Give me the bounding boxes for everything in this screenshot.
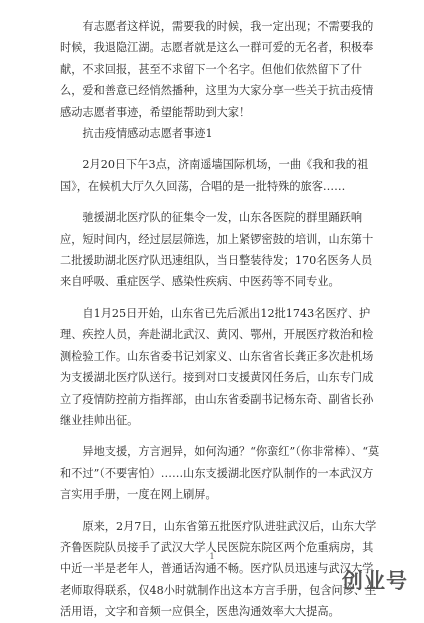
- page-number: 1: [209, 552, 215, 561]
- intro-paragraph: 有志愿者这样说，需要我的时候，我一定出现；不需要我的时候，我退隐江湖。志愿者就是这么一群可爱的无名者，积极奉献，不求回报，甚至不求留下一个名字。但他们依然留下了什么，爱和善意已经悄然播种，这里为大家分享一些关于抗击疫情感动志愿者事迹，希望能帮助到大家！: [60, 20, 374, 119]
- body-paragraph-1: 2月20日下午3点，济南遥墙国际机场，一曲《我和我的祖国》，在候机大厅久久回荡，合唱的是一批特殊的旅客……: [60, 158, 369, 193]
- body-paragraph-4: 异地支援，方言迥异，如何沟通？“你蛮红”（你非常棒）、“莫和不过”（不要害怕）……山东支援湖北医疗队制作的一本武汉方言实用手册，一度在网上刷屏。: [60, 445, 380, 502]
- body-paragraph-2: 驰援湖北医疗队的征集令一发，山东各医院的群里踊跃响应，短时间内，经过层层筛选，加上紧锣密鼓的培训，山东第十二批援助湖北医疗队迅速组队，当日整装待发；170名医务人员来自呼吸、重症医学、感染性疾病、中医药等不同专业。: [60, 211, 374, 289]
- body-paragraph-3: 自1月25日开始，山东省已先后派出12批1743名医疗、护理、疾控人员，奔赴湖北武汉、黄冈、鄂州，开展医疗救治和检测检验工作。山东省委书记刘家义、山东省省长龚正多次赴机场为支援湖北医疗队送行。接到对口支援黄冈任务后，山东专门成立了疫情防控前方指挥部，由山东省委副书记杨东奇、副省长孙继业挂帅出征。: [60, 306, 374, 427]
- section-heading: 抗击疫情感动志愿者事迹1: [82, 127, 213, 141]
- body-paragraph-5: 原来，2月7日，山东省第五批医疗队进驻武汉后，山东大学齐鲁医院队员接手了武汉大学人民医院东院区两个危重病房，其中近一半是老年人，普通话沟通不畅。医疗队员迅速与武汉大学老师取得联系，仅48小时就制作出这本方言手册，包含问诊、生活用语，文字和音频一应俱全，医患沟通效率大大提高。: [60, 519, 377, 619]
- watermark-logo: 创业号: [342, 569, 408, 593]
